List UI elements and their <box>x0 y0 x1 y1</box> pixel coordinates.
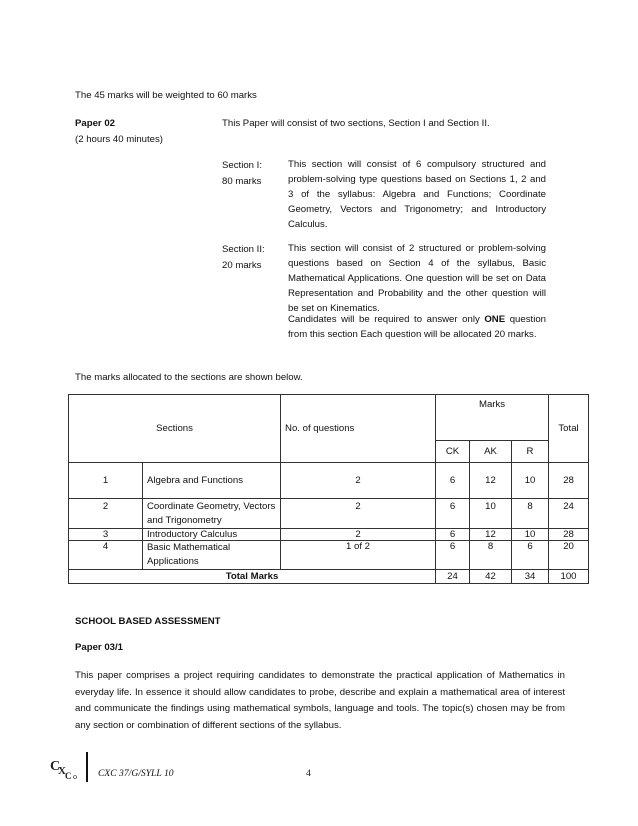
row-name: Coordinate Geometry, Vectors and Trigonometry <box>143 499 281 529</box>
paper031-text: This paper comprises a project requiring candidates to demonstrate the practical application of Mathematics in everyday life. In essence it should allow candidates to probe, describe and explain a mathematical area of interest and communicate the findings using mathematical symbols, language and tools. The topic(s) chosen may be from any section or combination of different sections of the syllabus. <box>75 670 565 731</box>
row-ck: 6 <box>436 529 470 541</box>
totals-label: Total Marks <box>69 570 436 584</box>
footer-code: CXC 37/G/SYLL 10 <box>98 768 174 779</box>
row-total: 24 <box>549 499 589 529</box>
row-r: 6 <box>512 541 549 570</box>
marks-intro: The marks allocated to the sections are shown below. <box>75 372 303 383</box>
row-ak: 12 <box>470 463 512 499</box>
totals-total: 100 <box>549 570 589 584</box>
row-ck: 6 <box>436 499 470 529</box>
header-r: R <box>512 441 549 463</box>
header-marks: Marks <box>436 395 549 441</box>
row-num: 4 <box>69 541 143 570</box>
table-row <box>69 499 589 529</box>
svg-text:C: C <box>65 771 72 781</box>
page-number: 4 <box>306 768 311 779</box>
table-row <box>69 529 589 541</box>
row-ck: 6 <box>436 541 470 570</box>
intro-line: The 45 marks will be weighted to 60 marks <box>75 90 257 101</box>
row-ak: 8 <box>470 541 512 570</box>
row-name: Basic Mathematical Applications <box>143 541 281 570</box>
row-ak: 10 <box>470 499 512 529</box>
table-row <box>69 463 589 499</box>
table-totals-row <box>69 570 589 584</box>
footer-divider <box>86 752 88 782</box>
svg-text:X: X <box>58 765 66 777</box>
sba-heading: SCHOOL BASED ASSESSMENT <box>75 616 221 627</box>
section1-label: Section I: <box>222 160 262 171</box>
header-ak: AK <box>470 441 512 463</box>
section2-label: Section II: <box>222 244 265 255</box>
row-ck: 6 <box>436 463 470 499</box>
section2-text2 <box>288 312 546 342</box>
row-num: 2 <box>69 499 143 529</box>
marks-table <box>68 394 589 584</box>
paper02-title: Paper 02 <box>75 118 116 129</box>
totals-ck: 24 <box>436 570 470 584</box>
section2-text2-bold: ONE <box>484 314 506 325</box>
section2-text2-post: question from this section Each question will be allocated 20 marks. <box>288 314 546 340</box>
section1-marks: 80 marks <box>222 176 262 187</box>
table-row <box>69 541 589 570</box>
totals-ak: 42 <box>470 570 512 584</box>
totals-r: 34 <box>512 570 549 584</box>
paper031-heading: Paper 03/1 <box>75 642 124 653</box>
row-total: 28 <box>549 463 589 499</box>
paper02-duration: (2 hours 40 minutes) <box>75 134 163 145</box>
header-ck: CK <box>436 441 470 463</box>
row-total: 20 <box>549 541 589 570</box>
section2-text: This section will consist of 2 structured or problem-solving questions based on Section 4 of the syllabus, Basic Mathematical Applications. One question will be set on Data Representation and Probability and the other question will be set on Kinematics. <box>288 243 546 314</box>
svg-text:C: C <box>50 759 61 774</box>
header-total: Total <box>549 395 589 463</box>
row-questions: 2 <box>281 499 436 529</box>
cxc-logo <box>50 756 80 782</box>
row-name: Introductory Calculus <box>143 529 281 541</box>
section1-text: This section will consist of 6 compulsory structured and problem-solving type questions based on Sections 1, 2 and 3 of the syllabus: Algebra and Functions; Coordinate Geometry, Vectors and Trigonometry; and Introductory Calculus. <box>288 159 546 230</box>
row-num: 3 <box>69 529 143 541</box>
paper02-description: This Paper will consist of two sections, Section I and Section II. <box>222 118 490 129</box>
row-r: 10 <box>512 529 549 541</box>
row-questions: 2 <box>281 463 436 499</box>
section2-text2-pre: Candidates will be required to answer only <box>288 314 485 325</box>
row-questions: 1 of 2 <box>281 541 436 570</box>
section2-marks: 20 marks <box>222 260 262 271</box>
row-questions: 2 <box>281 529 436 541</box>
row-total: 28 <box>549 529 589 541</box>
header-sections: Sections <box>69 395 281 463</box>
header-questions: No. of questions <box>281 395 436 463</box>
row-name: Algebra and Functions <box>143 463 281 499</box>
row-num: 1 <box>69 463 143 499</box>
row-r: 10 <box>512 463 549 499</box>
row-ak: 12 <box>470 529 512 541</box>
row-r: 8 <box>512 499 549 529</box>
